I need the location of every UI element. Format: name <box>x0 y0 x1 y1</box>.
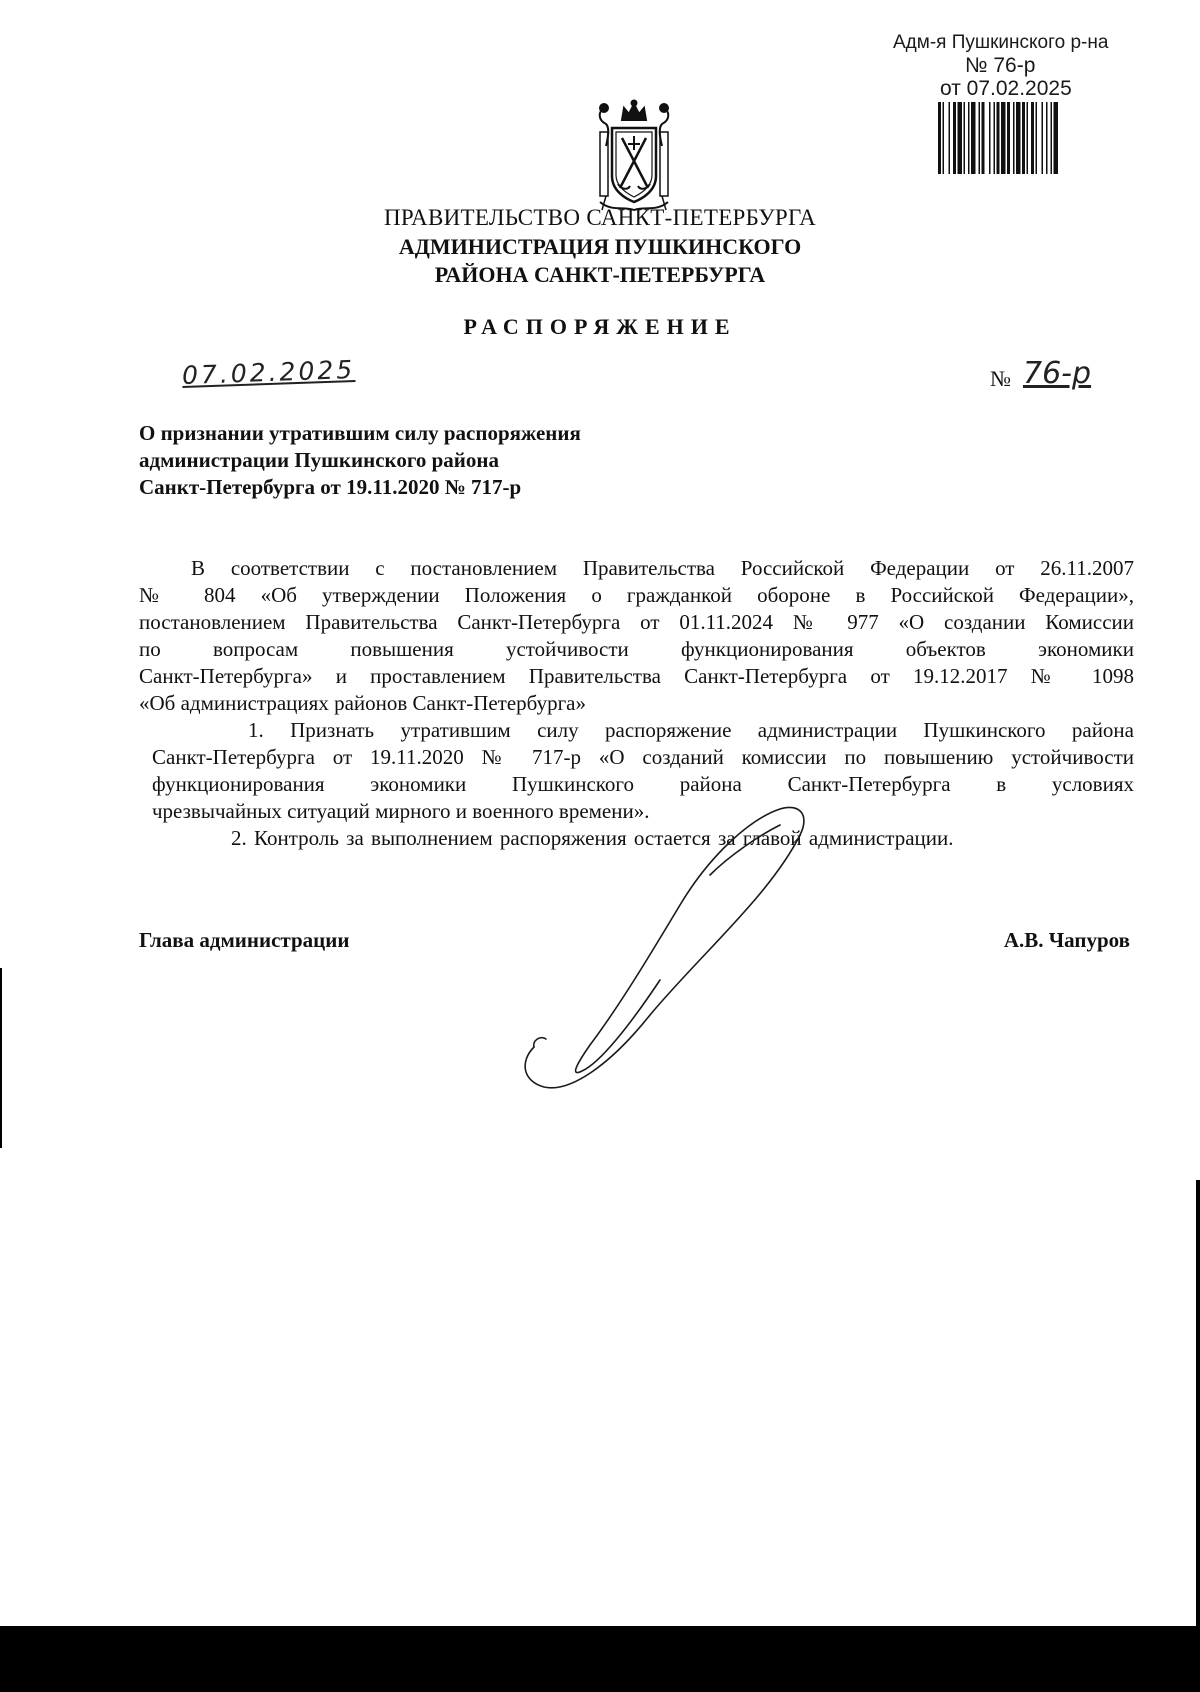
barcode-bar <box>1007 102 1010 174</box>
barcode-bar <box>1001 102 1006 174</box>
barcode-bar <box>1051 102 1053 174</box>
barcode-bar <box>1031 102 1034 174</box>
scan-edge-right <box>1196 1180 1200 1692</box>
number-prefix: № <box>990 366 1011 391</box>
barcode-bar <box>1042 102 1044 174</box>
body-line: № 804 «Об утверждении Положения о гражданкой обороне в Российской Федерации», <box>139 583 1134 607</box>
body-line: «Об администрациях районов Санкт-Петербурга» <box>139 691 586 715</box>
barcode-bar <box>1054 102 1059 174</box>
body-line: В соответствии с постановлением Правительства Российской Федерации от 26.11.2007 <box>191 556 1134 580</box>
administration-name-line1: АДМИНИСТРАЦИЯ ПУШКИНСКОГО <box>398 234 802 259</box>
barcode-bar <box>979 102 981 174</box>
handwritten-date: 07.02.2025 <box>181 354 356 391</box>
scan-bottom-band <box>0 1626 1200 1692</box>
barcode-bar <box>1027 102 1029 174</box>
barcode-bar <box>1016 102 1021 174</box>
barcode-bar <box>1036 102 1038 174</box>
stamp-number: № 76-р <box>965 54 1036 77</box>
barcode-bar <box>1046 102 1048 174</box>
barcode-bar <box>1013 102 1015 174</box>
barcode-bar <box>938 102 941 174</box>
document-type: РАСПОРЯЖЕНИЕ <box>463 314 737 339</box>
document-title <box>139 420 581 501</box>
body-line: по вопросам повышения устойчивости функционирования объектов экономики <box>139 637 1134 661</box>
barcode-bar <box>953 102 956 174</box>
barcode-bar <box>958 102 963 174</box>
title-line: О признании утратившим силу распоряжения <box>139 421 581 445</box>
administration-name-line2: РАЙОНА САНКТ-ПЕТЕРБУРГА <box>434 262 766 287</box>
barcode-bar <box>997 102 1000 174</box>
stamp-org: Адм-я Пушкинского р-на <box>893 32 1109 53</box>
body-item-1: 1. Признать утратившим силу распоряжение администрации Пушкинского района <box>248 718 1134 742</box>
title-line: администрации Пушкинского района <box>139 448 499 472</box>
handwritten-number: 76-р <box>1023 356 1092 391</box>
body-item-2: 2. Контроль за выполнением распоряжения остается за главой администрации. <box>231 826 954 850</box>
stamp-date: от 07.02.2025 <box>940 77 1072 100</box>
spb-coat-of-arms-icon <box>592 98 676 216</box>
signatory-position: Глава администрации <box>139 928 350 952</box>
barcode-bar <box>949 102 951 174</box>
body-line: функционирования экономики Пушкинского района Санкт-Петербурга в условиях <box>152 772 1134 796</box>
barcode-bar <box>964 102 966 174</box>
body-line: постановлением Правительства Санкт-Петербурга от 01.11.2024 № 977 «О создании Комиссии <box>139 610 1134 634</box>
body-line: Санкт-Петербурга от 19.11.2020 № 717-р «О созданий комиссии по повышению устойчивости <box>152 745 1134 769</box>
government-name: ПРАВИТЕЛЬСТВО САНКТ-ПЕТЕРБУРГА <box>383 205 817 230</box>
barcode-bar <box>994 102 996 174</box>
signatory-name: А.В. Чапуров <box>1003 928 1130 952</box>
barcode-bar <box>1022 102 1025 174</box>
title-line: Санкт-Петербурга от 19.11.2020 № 717-р <box>139 475 522 499</box>
body-line: чрезвычайных ситуаций мирного и военного времени». <box>152 799 650 823</box>
body-line: Санкт-Петербурга» и проставлением Правительства Санкт-Петербурга от 19.12.2017 № 1098 <box>139 664 1134 688</box>
scan-edge-left <box>0 968 2 1148</box>
barcode-bar <box>943 102 945 174</box>
barcode-bar <box>989 102 991 174</box>
barcode-bar <box>982 102 985 174</box>
barcode-bar <box>968 102 970 174</box>
barcode-bar <box>971 102 976 174</box>
barcode-icon <box>938 102 1088 174</box>
handwritten-signature <box>510 795 870 1105</box>
